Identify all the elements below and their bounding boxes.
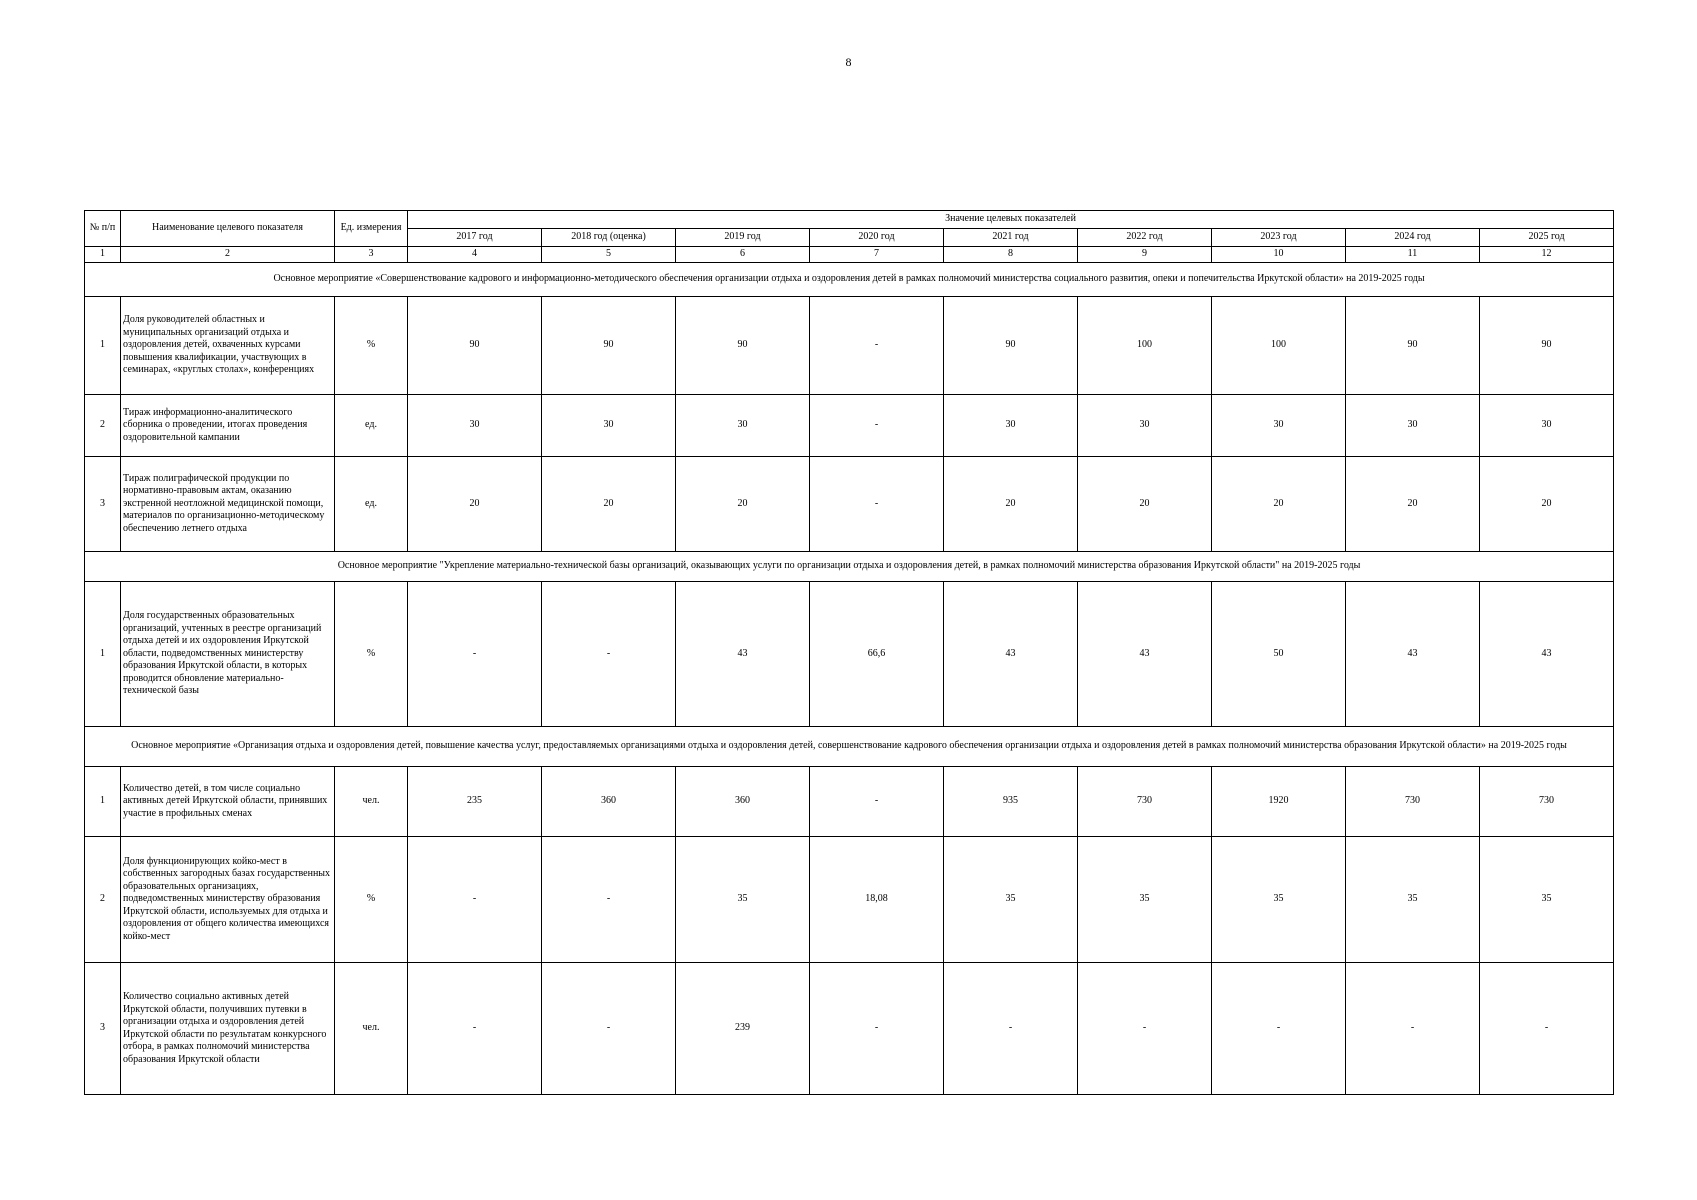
header-row-1 (85, 211, 1614, 229)
header-unit: Ед. измерения (335, 211, 408, 247)
value-cell: 20 (944, 457, 1078, 552)
value-cell: 35 (1480, 837, 1614, 963)
row-num: 3 (85, 457, 121, 552)
value-cell: - (944, 963, 1078, 1095)
table-row (85, 395, 1614, 457)
value-cell: 20 (1078, 457, 1212, 552)
value-cell: - (542, 837, 676, 963)
value-cell: 360 (676, 767, 810, 837)
header-num: № п/п (85, 211, 121, 247)
value-cell: 20 (542, 457, 676, 552)
value-cell: 43 (1480, 582, 1614, 727)
indicator-name: Количество социально активных детей Иркутской области, получивших путевки в организации отдыха и оздоровления детей Иркутской области по результатам конкурсного отбора, в рамках полномочий министерства образования Иркутской области (121, 963, 335, 1095)
value-cell: 20 (1212, 457, 1346, 552)
value-cell: 90 (408, 297, 542, 395)
column-number: 6 (676, 247, 810, 263)
header-year: 2017 год (408, 229, 542, 247)
section-row (85, 552, 1614, 582)
column-number: 5 (542, 247, 676, 263)
value-cell: 239 (676, 963, 810, 1095)
unit-cell: чел. (335, 767, 408, 837)
section-row (85, 263, 1614, 297)
section-title: Основное мероприятие «Организация отдыха и оздоровления детей, повышение качества услуг, предоставляемых организациями отдыха и оздоровления детей, совершенствование кадрового обеспечения организации отдыха и оздоровления детей в рамках полномочий министерства образования Иркутской области» на 2019-2025 годы (85, 727, 1614, 767)
value-cell: 935 (944, 767, 1078, 837)
value-cell: 66,6 (810, 582, 944, 727)
value-cell: 730 (1078, 767, 1212, 837)
value-cell: 90 (676, 297, 810, 395)
table-row (85, 297, 1614, 395)
value-cell: 30 (944, 395, 1078, 457)
column-number: 4 (408, 247, 542, 263)
unit-cell: % (335, 837, 408, 963)
value-cell: - (408, 963, 542, 1095)
indicator-name: Количество детей, в том числе социально активных детей Иркутской области, принявших участие в профильных сменах (121, 767, 335, 837)
unit-cell: % (335, 297, 408, 395)
table-row (85, 837, 1614, 963)
row-num: 3 (85, 963, 121, 1095)
value-cell: 35 (1212, 837, 1346, 963)
section-row (85, 727, 1614, 767)
value-cell: 20 (408, 457, 542, 552)
value-cell: 20 (1480, 457, 1614, 552)
value-cell: 35 (944, 837, 1078, 963)
value-cell: 30 (676, 395, 810, 457)
section-title: Основное мероприятие "Укрепление материально-технической базы организаций, оказывающих услуги по организации отдыха и оздоровления детей, в рамках полномочий министерства образования Иркутской области" на 2019-2025 годы (85, 552, 1614, 582)
value-cell: 20 (1346, 457, 1480, 552)
target-indicators-table (84, 210, 1614, 1095)
value-cell: - (1346, 963, 1480, 1095)
row-num: 2 (85, 837, 121, 963)
value-cell: 235 (408, 767, 542, 837)
header-year: 2022 год (1078, 229, 1212, 247)
header-year: 2024 год (1346, 229, 1480, 247)
column-number: 10 (1212, 247, 1346, 263)
value-cell: 43 (1078, 582, 1212, 727)
unit-cell: чел. (335, 963, 408, 1095)
value-cell: 30 (1078, 395, 1212, 457)
value-cell: 360 (542, 767, 676, 837)
value-cell: 35 (1078, 837, 1212, 963)
value-cell: - (810, 457, 944, 552)
value-cell: 30 (542, 395, 676, 457)
value-cell: - (1078, 963, 1212, 1095)
value-cell: - (408, 837, 542, 963)
value-cell: 43 (944, 582, 1078, 727)
row-num: 1 (85, 767, 121, 837)
table-row (85, 582, 1614, 727)
table-row (85, 457, 1614, 552)
value-cell: 18,08 (810, 837, 944, 963)
row-num: 2 (85, 395, 121, 457)
header-year: 2025 год (1480, 229, 1614, 247)
header-year: 2018 год (оценка) (542, 229, 676, 247)
value-cell: - (810, 963, 944, 1095)
indicator-name: Доля функционирующих койко-мест в собственных загородных базах государственных образовательных организациях, подведомственных министерству образования Иркутской области, используемых для отдыха и оздоровления от общего количества имеющихся койко-мест (121, 837, 335, 963)
value-cell: - (810, 767, 944, 837)
value-cell: 43 (1346, 582, 1480, 727)
value-cell: 100 (1212, 297, 1346, 395)
value-cell: 30 (1480, 395, 1614, 457)
header-values-group: Значение целевых показателей (408, 211, 1614, 229)
value-cell: 90 (944, 297, 1078, 395)
table-row (85, 767, 1614, 837)
row-num: 1 (85, 297, 121, 395)
value-cell: - (1480, 963, 1614, 1095)
value-cell: - (810, 297, 944, 395)
header-name: Наименование целевого показателя (121, 211, 335, 247)
row-num: 1 (85, 582, 121, 727)
value-cell: 730 (1346, 767, 1480, 837)
value-cell: 90 (1480, 297, 1614, 395)
value-cell: 20 (676, 457, 810, 552)
column-number: 8 (944, 247, 1078, 263)
column-number: 1 (85, 247, 121, 263)
value-cell: 1920 (1212, 767, 1346, 837)
value-cell: - (542, 582, 676, 727)
value-cell: - (810, 395, 944, 457)
value-cell: 30 (408, 395, 542, 457)
indicator-name: Тираж полиграфической продукции по нормативно-правовым актам, оказанию экстренной неотложной медицинской помощи, материалов по организационно-методическому обеспечению летнего отдыха (121, 457, 335, 552)
unit-cell: % (335, 582, 408, 727)
column-number: 11 (1346, 247, 1480, 263)
header-row-column-numbers (85, 247, 1614, 263)
value-cell: - (1212, 963, 1346, 1095)
column-number: 3 (335, 247, 408, 263)
value-cell: 50 (1212, 582, 1346, 727)
value-cell: 730 (1480, 767, 1614, 837)
column-number: 2 (121, 247, 335, 263)
value-cell: 30 (1346, 395, 1480, 457)
header-year: 2019 год (676, 229, 810, 247)
header-year: 2020 год (810, 229, 944, 247)
value-cell: 90 (1346, 297, 1480, 395)
indicator-name: Тираж информационно-аналитического сборника о проведении, итогах проведения оздоровительной кампании (121, 395, 335, 457)
page-number: 8 (845, 55, 852, 69)
column-number: 7 (810, 247, 944, 263)
value-cell: - (542, 963, 676, 1095)
column-number: 9 (1078, 247, 1212, 263)
indicator-name: Доля государственных образовательных организаций, учтенных в реестре организаций отдыха детей и их оздоровления Иркутской области, подведомственных министерству образования Иркутской области, в которых проводится обновление материально-технической базы (121, 582, 335, 727)
section-title: Основное мероприятие «Совершенствование кадрового и информационно-методического обеспечения организации отдыха и оздоровления детей в рамках полномочий министерства социального развития, опеки и попечительства Иркутской области» на 2019-2025 годы (85, 263, 1614, 297)
value-cell: 90 (542, 297, 676, 395)
value-cell: - (408, 582, 542, 727)
column-number: 12 (1480, 247, 1614, 263)
value-cell: 43 (676, 582, 810, 727)
value-cell: 100 (1078, 297, 1212, 395)
unit-cell: ед. (335, 457, 408, 552)
value-cell: 30 (1212, 395, 1346, 457)
value-cell: 35 (1346, 837, 1480, 963)
header-year: 2023 год (1212, 229, 1346, 247)
indicator-name: Доля руководителей областных и муниципальных организаций отдыха и оздоровления детей, охваченных курсами повышения квалификации, участвующих в семинарах, «круглых столах», конференциях (121, 297, 335, 395)
header-year: 2021 год (944, 229, 1078, 247)
value-cell: 35 (676, 837, 810, 963)
table-row (85, 963, 1614, 1095)
unit-cell: ед. (335, 395, 408, 457)
